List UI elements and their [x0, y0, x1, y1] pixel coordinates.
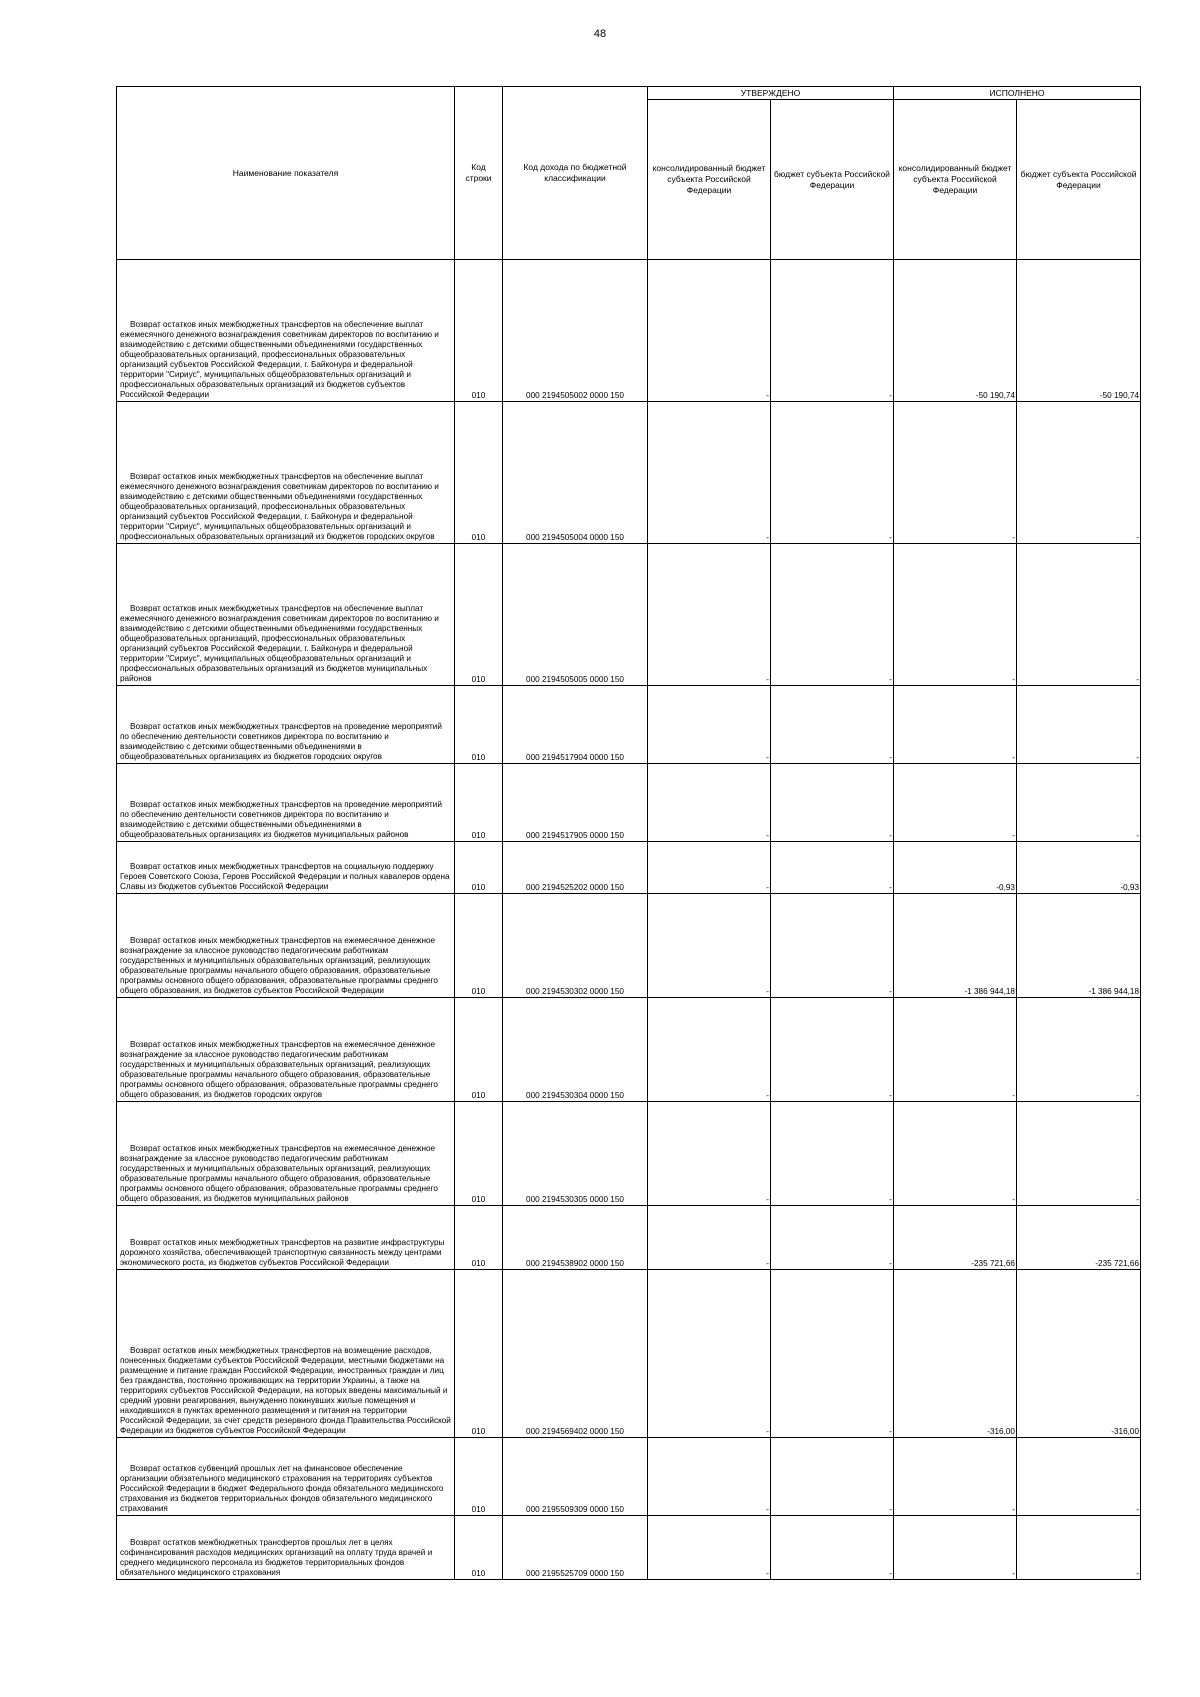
row-kbk: 000 2194530302 0000 150	[503, 894, 648, 998]
row-executed-consolidated: -	[894, 998, 1017, 1102]
table-row	[117, 894, 1141, 998]
row-name	[117, 544, 455, 686]
row-approved-subject: -	[771, 1206, 894, 1270]
row-approved-subject: -	[771, 764, 894, 842]
row-approved-subject: -	[771, 544, 894, 686]
row-name	[117, 1102, 455, 1206]
row-executed-consolidated: -	[894, 544, 1017, 686]
row-kbk: 000 2195525709 0000 150	[503, 1516, 648, 1580]
row-executed-consolidated: -	[894, 1516, 1017, 1580]
row-code: 010	[455, 402, 503, 544]
row-approved-consolidated: -	[648, 1438, 771, 1516]
table-row	[117, 1438, 1141, 1516]
row-name	[117, 842, 455, 894]
row-name	[117, 1516, 455, 1580]
row-approved-subject: -	[771, 1102, 894, 1206]
row-code: 010	[455, 998, 503, 1102]
row-approved-subject: -	[771, 402, 894, 544]
row-code: 010	[455, 1102, 503, 1206]
row-code: 010	[455, 764, 503, 842]
row-name	[117, 402, 455, 544]
row-approved-consolidated: -	[648, 1516, 771, 1580]
row-name	[117, 998, 455, 1102]
table-row	[117, 842, 1141, 894]
header-approved-consolidated: консолидированный бюджет субъекта Российской Федерации	[648, 100, 771, 260]
row-approved-subject: -	[771, 842, 894, 894]
header-executed-consolidated: консолидированный бюджет субъекта Российской Федерации	[894, 100, 1017, 260]
row-name-text: Возврат остатков межбюджетных трансфертов прошлых лет в целях софинансирования расходов медицинских организаций на оплату труда врачей и среднего медицинского персонала из бюджетов территориальных фондов обязательного медицинского страхования	[120, 1538, 433, 1577]
row-name-text: Возврат остатков иных межбюджетных трансфертов на ежемесячное денежное вознаграждение за классное руководство педагогическим работникам государственных и муниципальных образовательных организаций, реализующих образовательные программы начального общего образования, образовательные программы основного общего образования, образовательные программы среднего общего образования, из бюджетов муниципальных районов	[120, 1144, 438, 1203]
row-name-text: Возврат остатков иных межбюджетных трансфертов на возмещение расходов, понесенных бюджетами субъектов Российской Федерации, местными бюджетами на размещение и питание граждан Российской Федерации, иностранных граждан и лиц без гражданства, постоянно проживающих на территории Украины, а также на территориях субъектов Российской Федерации, на которых введены максимальный и средний уровни реагирования, вынужденно покинувших жилые помещения и находившихся в пунктах временного размещения и питания на территории Российской Федерации, за счет средств резервного фонда Правительства Российской Федерации из бюджетов субъектов Российской Федерации	[120, 1346, 451, 1435]
row-code: 010	[455, 1516, 503, 1580]
row-executed-consolidated: -316,00	[894, 1270, 1017, 1438]
row-name-text: Возврат остатков иных межбюджетных трансфертов на ежемесячное денежное вознаграждение за классное руководство педагогическим работникам государственных и муниципальных образовательных организаций, реализующих образовательные программы начального общего образования, образовательные программы основного общего образования, образовательные программы среднего общего образования, из бюджетов городских округов	[120, 1040, 438, 1099]
budget-report-table	[116, 86, 1141, 1580]
row-executed-consolidated: -235 721,66	[894, 1206, 1017, 1270]
row-executed-subject: -	[1017, 1516, 1141, 1580]
row-name-text: Возврат остатков иных межбюджетных трансфертов на обеспечение выплат ежемесячного денежного вознаграждения советникам директоров по воспитанию и взаимодействию с детскими общественными объединениями государственных общеобразовательных организаций, профессиональных образовательных организаций субъектов Российской Федерации, г. Байконура и федеральной территории "Сириус", муниципальных общеобразовательных организаций и профессиональных образовательных организаций из бюджетов городских округов	[120, 472, 439, 541]
row-code: 010	[455, 686, 503, 764]
row-approved-consolidated: -	[648, 894, 771, 998]
row-code: 010	[455, 894, 503, 998]
row-executed-consolidated: -50 190,74	[894, 260, 1017, 402]
table-row	[117, 998, 1141, 1102]
row-kbk: 000 2194538902 0000 150	[503, 1206, 648, 1270]
row-name-text: Возврат остатков иных межбюджетных трансфертов на социальную поддержку Героев Советского Союза, Героев Российской Федерации и полных кавалеров ордена Славы из бюджетов субъектов Российской Федерации	[120, 862, 450, 891]
row-executed-consolidated: -	[894, 402, 1017, 544]
row-name-text: Возврат остатков иных межбюджетных трансфертов на обеспечение выплат ежемесячного денежного вознаграждения советникам директоров по воспитанию и взаимодействию с детскими общественными объединениями государственных общеобразовательных организаций, профессиональных образовательных организаций субъектов Российской Федерации, г. Байконура и федеральной территории "Сириус", муниципальных общеобразовательных организаций и профессиональных образовательных организаций из бюджетов субъектов Российской Федерации	[120, 320, 439, 399]
table-row	[117, 764, 1141, 842]
header-executed: ИСПОЛНЕНО	[894, 87, 1141, 100]
table-row	[117, 1102, 1141, 1206]
row-approved-consolidated: -	[648, 260, 771, 402]
row-executed-subject: -0,93	[1017, 842, 1141, 894]
row-approved-consolidated: -	[648, 402, 771, 544]
row-approved-consolidated: -	[648, 544, 771, 686]
header-approved: УТВЕРЖДЕНО	[648, 87, 894, 100]
row-executed-subject: -1 386 944,18	[1017, 894, 1141, 998]
row-code: 010	[455, 260, 503, 402]
row-name	[117, 1206, 455, 1270]
row-approved-consolidated: -	[648, 1206, 771, 1270]
row-name	[117, 1438, 455, 1516]
header-row-code: Код строки	[455, 87, 503, 260]
row-executed-subject: -	[1017, 1102, 1141, 1206]
row-kbk: 000 2194505005 0000 150	[503, 544, 648, 686]
row-code: 010	[455, 1438, 503, 1516]
row-approved-subject: -	[771, 260, 894, 402]
header-kbk: Код дохода по бюджетной классификации	[503, 87, 648, 260]
row-executed-subject: -50 190,74	[1017, 260, 1141, 402]
row-name-text: Возврат остатков иных межбюджетных трансфертов на обеспечение выплат ежемесячного денежного вознаграждения советникам директоров по воспитанию и взаимодействию с детскими общественными объединениями государственных общеобразовательных организаций, профессиональных образовательных организаций субъектов Российской Федерации, г. Байконура и федеральной территории "Сириус", муниципальных общеобразовательных организаций и профессиональных образовательных организаций из бюджетов муниципальных районов	[120, 604, 439, 683]
row-code: 010	[455, 1206, 503, 1270]
table-row	[117, 544, 1141, 686]
row-executed-subject: -	[1017, 402, 1141, 544]
row-kbk: 000 2194505004 0000 150	[503, 402, 648, 544]
row-kbk: 000 2195509309 0000 150	[503, 1438, 648, 1516]
row-kbk: 000 2194517905 0000 150	[503, 764, 648, 842]
header-name: Наименование показателя	[117, 87, 455, 260]
row-kbk: 000 2194569402 0000 150	[503, 1270, 648, 1438]
row-executed-subject: -	[1017, 686, 1141, 764]
row-kbk: 000 2194530305 0000 150	[503, 1102, 648, 1206]
report-body	[117, 260, 1141, 1580]
row-name-text: Возврат остатков иных межбюджетных трансфертов на развитие инфраструктуры дорожного хозяйства, обеспечивающей транспортную связанность между центрами экономического роста, из бюджетов субъектов Российской Федерации	[120, 1238, 445, 1267]
row-approved-subject: -	[771, 1438, 894, 1516]
row-approved-subject: -	[771, 1270, 894, 1438]
row-executed-consolidated: -1 386 944,18	[894, 894, 1017, 998]
row-code: 010	[455, 544, 503, 686]
row-executed-consolidated: -	[894, 764, 1017, 842]
row-name-text: Возврат остатков иных межбюджетных трансфертов на ежемесячное денежное вознаграждение за классное руководство педагогическим работникам государственных и муниципальных образовательных организаций, реализующих образовательные программы начального общего образования, образовательные программы основного общего образования, образовательные программы среднего общего образования, из бюджетов субъектов Российской Федерации	[120, 936, 438, 995]
table-row	[117, 260, 1141, 402]
row-name-text: Возврат остатков иных межбюджетных трансфертов на проведение мероприятий по обеспечению деятельности советников директора по воспитанию и взаимодействию с детскими общественными объединениями в общеобразовательных организациях из бюджетов городских округов	[120, 722, 442, 761]
row-approved-consolidated: -	[648, 1102, 771, 1206]
row-approved-consolidated: -	[648, 764, 771, 842]
table-row	[117, 1206, 1141, 1270]
row-name	[117, 260, 455, 402]
row-executed-subject: -	[1017, 764, 1141, 842]
row-name	[117, 1270, 455, 1438]
row-approved-subject: -	[771, 1516, 894, 1580]
row-approved-consolidated: -	[648, 842, 771, 894]
row-executed-subject: -235 721,66	[1017, 1206, 1141, 1270]
row-executed-consolidated: -	[894, 1102, 1017, 1206]
row-name	[117, 894, 455, 998]
row-name	[117, 686, 455, 764]
row-code: 010	[455, 1270, 503, 1438]
row-approved-consolidated: -	[648, 686, 771, 764]
row-approved-consolidated: -	[648, 998, 771, 1102]
row-kbk: 000 2194517904 0000 150	[503, 686, 648, 764]
header-group-row	[117, 87, 1141, 100]
header-approved-subject: бюджет субъекта Российской Федерации	[771, 100, 894, 260]
page-number: 48	[593, 28, 607, 40]
row-executed-consolidated: -	[894, 686, 1017, 764]
row-kbk: 000 2194525202 0000 150	[503, 842, 648, 894]
row-code: 010	[455, 842, 503, 894]
row-approved-subject: -	[771, 894, 894, 998]
row-name-text: Возврат остатков иных межбюджетных трансфертов на проведение мероприятий по обеспечению деятельности советников директора по воспитанию и взаимодействию с детскими общественными объединениями в общеобразовательных организациях из бюджетов муниципальных районов	[120, 800, 442, 839]
row-executed-subject: -316,00	[1017, 1270, 1141, 1438]
table-row	[117, 402, 1141, 544]
row-executed-consolidated: -0,93	[894, 842, 1017, 894]
row-executed-subject: -	[1017, 544, 1141, 686]
row-executed-subject: -	[1017, 1438, 1141, 1516]
row-kbk: 000 2194505002 0000 150	[503, 260, 648, 402]
row-executed-consolidated: -	[894, 1438, 1017, 1516]
table-row	[117, 1270, 1141, 1438]
table-row	[117, 1516, 1141, 1580]
row-approved-subject: -	[771, 686, 894, 764]
header-executed-subject: бюджет субъекта Российской Федерации	[1017, 100, 1141, 260]
row-kbk: 000 2194530304 0000 150	[503, 998, 648, 1102]
row-approved-consolidated: -	[648, 1270, 771, 1438]
row-name-text: Возврат остатков субвенций прошлых лет на финансовое обеспечение организации обязательного медицинского страхования на территориях субъектов Российской Федерации в бюджет Федерального фонда обязательного медицинского страхования из бюджетов территориальных фондов обязательного медицинского страхования	[120, 1464, 444, 1513]
row-executed-subject: -	[1017, 998, 1141, 1102]
row-name	[117, 764, 455, 842]
row-approved-subject: -	[771, 998, 894, 1102]
table-row	[117, 686, 1141, 764]
